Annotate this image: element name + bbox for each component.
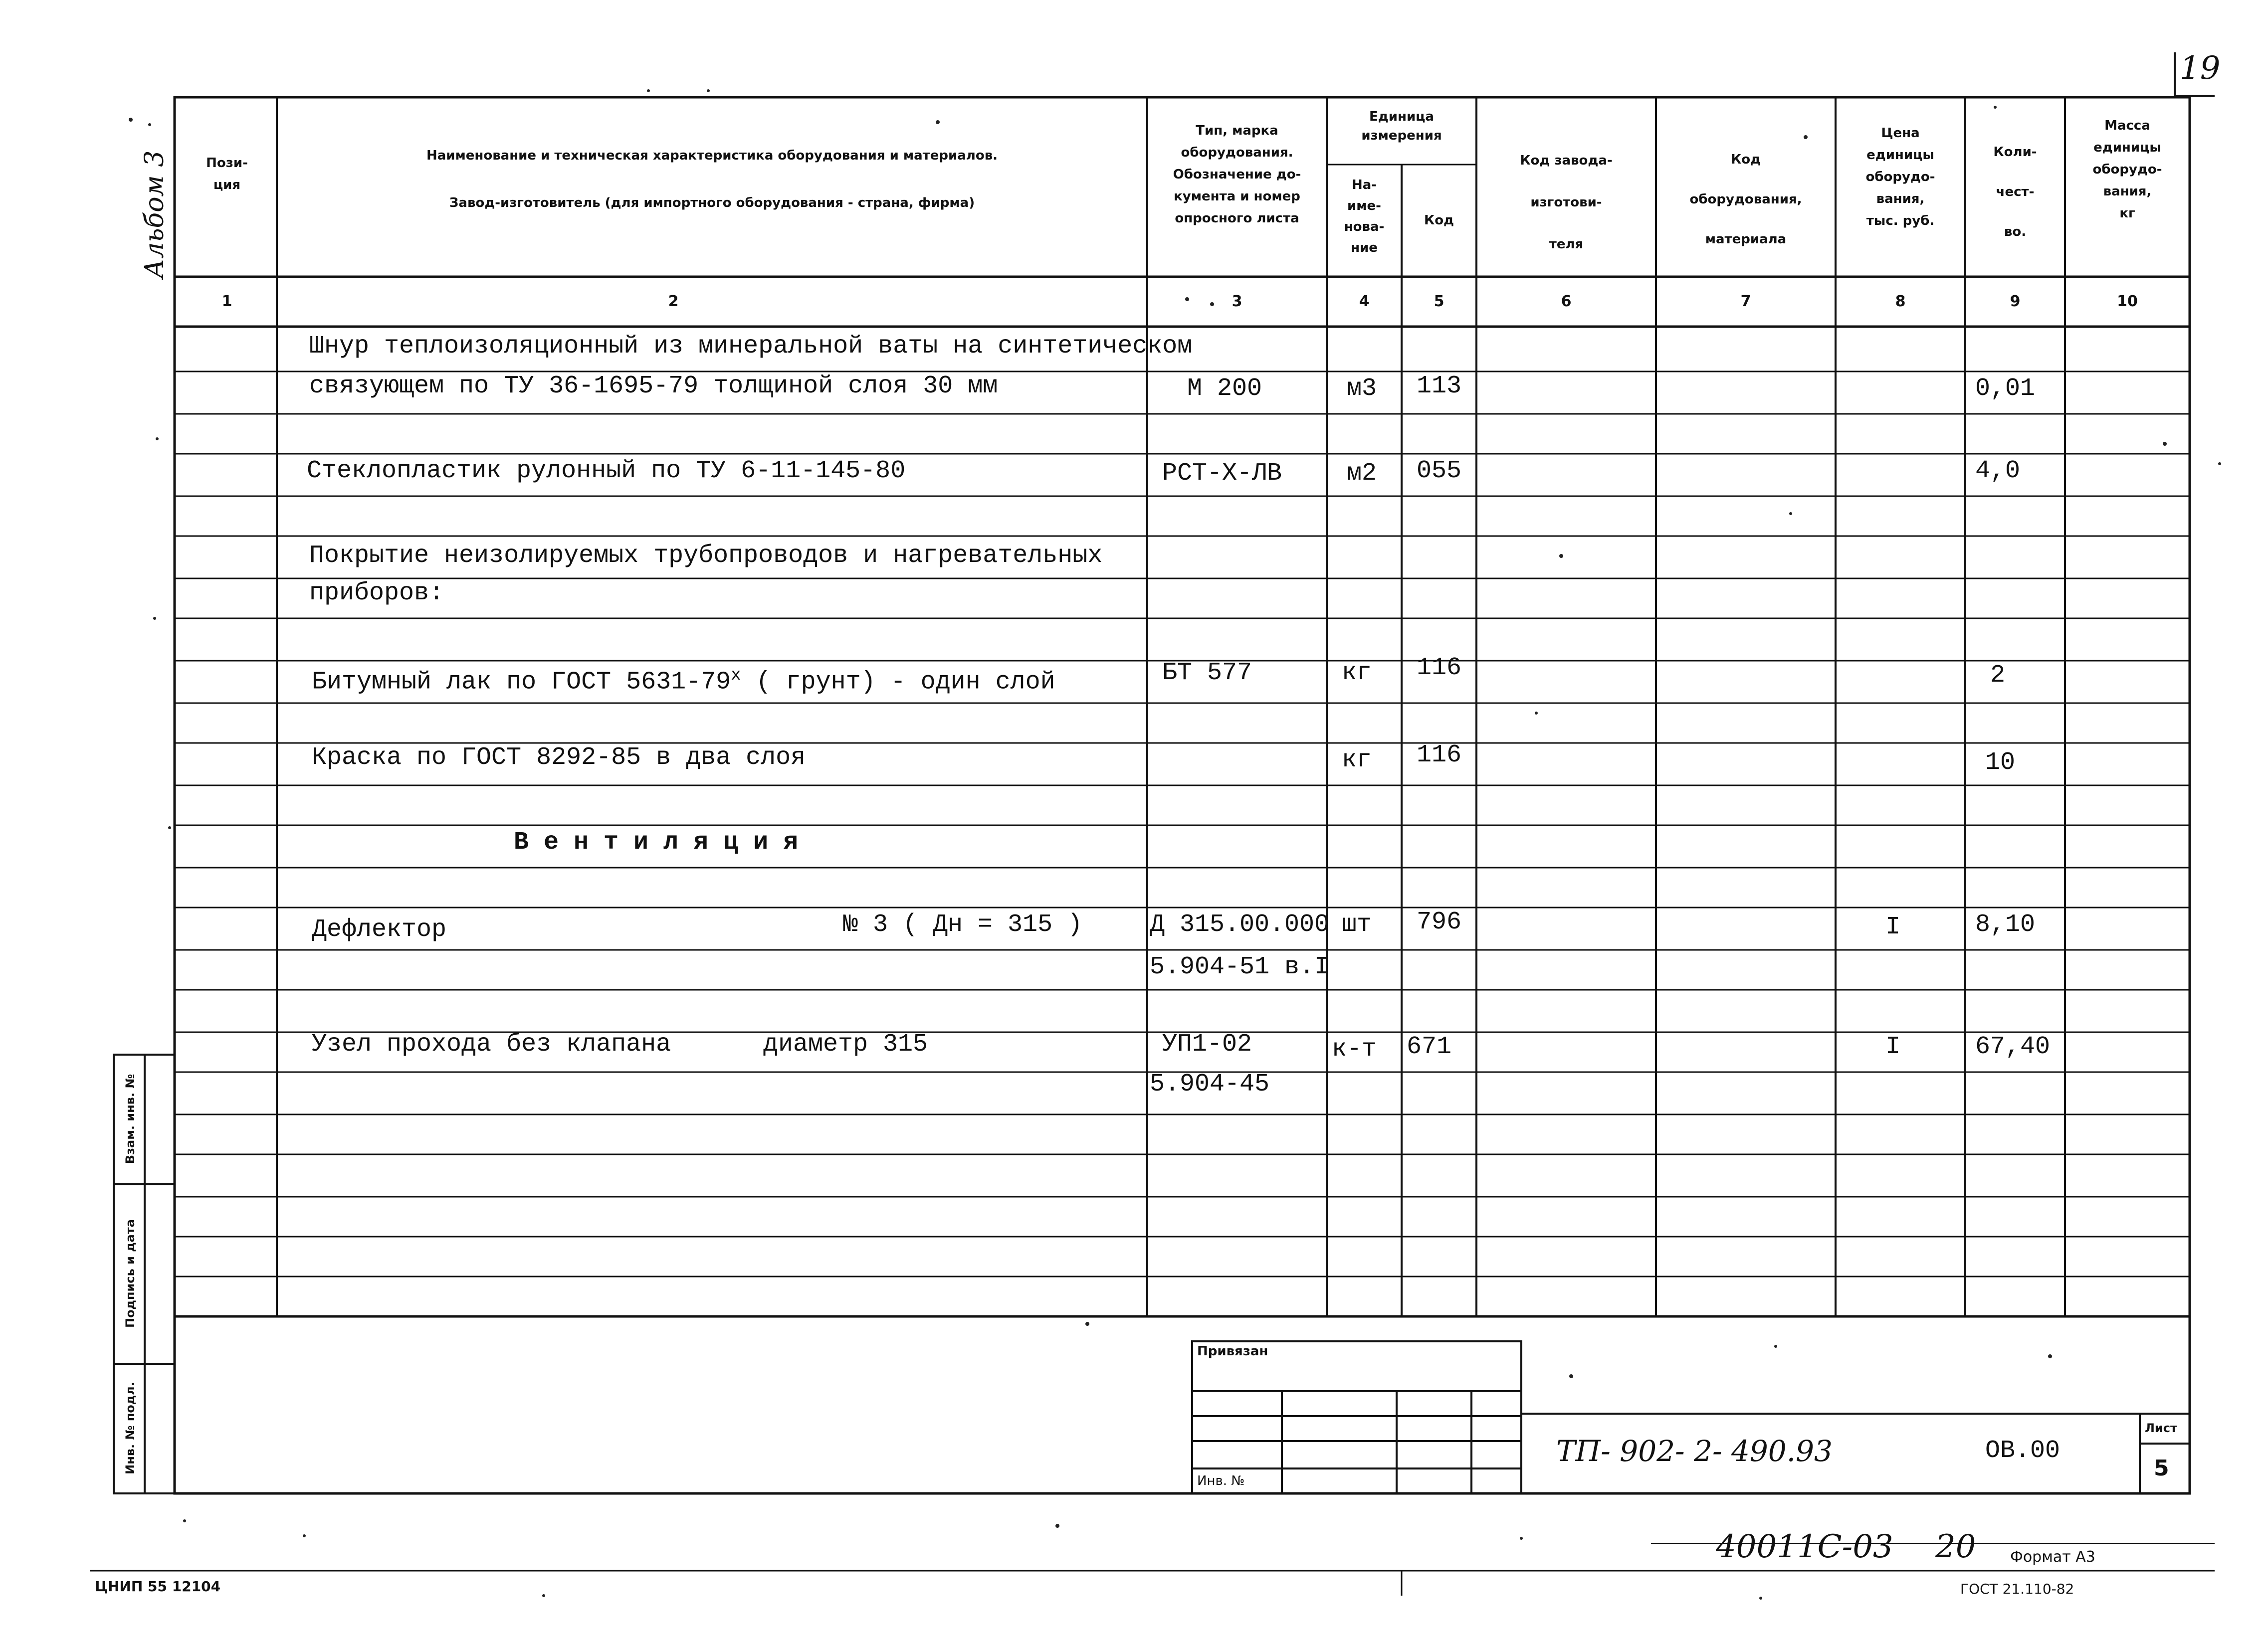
col-number-6: 6 (1561, 293, 1572, 310)
header-unit-group: Единица измерения (1361, 109, 1442, 143)
row-11-name: Узел прохода без клапана (312, 1030, 671, 1059)
row-6-superscript: х (731, 666, 741, 685)
row-1-name: Шнур теплоизоляционный из минеральной ваты на синтетическом (309, 332, 1193, 361)
header-unit-code: Код (1424, 213, 1454, 228)
header-price: Цена единицы оборудо- вания, тыс. руб. (1865, 126, 1935, 228)
row-7-qty: 10 (1985, 748, 2016, 777)
row-3-name: Стеклопластик рулонный по ТУ 6-11-145-80 (307, 457, 906, 485)
row-5-name: приборов: (309, 579, 444, 607)
row-6-unit: кг (1342, 659, 1372, 687)
row-9-unit: шт (1342, 911, 1372, 939)
section-code: ОВ.00 (1985, 1437, 2061, 1465)
archive-number: 40011С-03 (1716, 1528, 1893, 1565)
row-9-qty: 8,10 (1975, 911, 2036, 939)
page-number: 19 (2180, 50, 2221, 87)
album-label: Альбом 3 (140, 150, 170, 279)
cniip-label: ЦНИП 55 12104 (95, 1578, 221, 1595)
col-number-7: 7 (1740, 293, 1751, 310)
col-number-2: 2 (668, 293, 679, 310)
header-type: Тип, марка оборудования. Обозначение до- кумента и номер опросного листа (1173, 123, 1301, 226)
row-6-code: 116 (1417, 654, 1462, 682)
row-2-unit: м3 (1347, 374, 1377, 403)
row-2-type: М 200 (1187, 374, 1262, 403)
row-3-type: РСТ-Х-ЛВ (1162, 459, 1282, 488)
header-factory-code: Код завода- изготови- теля (1520, 153, 1613, 252)
row-2-name: связующем по ТУ 36-1695-79 толщиной слоя 30 мм (309, 372, 998, 400)
stamp-signature-date: Подпись и дата (123, 1219, 137, 1328)
sheet-label: Лист (2145, 1421, 2177, 1435)
row-2-code: 113 (1417, 372, 1462, 400)
row-9-type: Д 315.00.000 (1150, 911, 1330, 939)
col-number-10: 10 (2117, 293, 2138, 310)
col-number-4: 4 (1359, 293, 1370, 310)
row-7-name: Краска по ГОСТ 8292-85 в два слоя (312, 743, 806, 772)
row-2-qty: 0,01 (1975, 374, 2036, 403)
sheet-number: 5 (2154, 1456, 2169, 1481)
privyazan-label: Привязан (1197, 1344, 1268, 1359)
row-7-code: 116 (1417, 741, 1462, 769)
row-10-type: 5.904-51 в.I (1150, 953, 1330, 981)
row-11-type: УП1-02 (1162, 1030, 1252, 1059)
gost-label: ГОСТ 21.110-82 (1960, 1581, 2074, 1597)
format-label: Формат А3 (2010, 1548, 2095, 1566)
section-ventilation: В е н т и л я ц и я (514, 828, 799, 857)
header-quantity: Коли- чест- во. (1993, 145, 2037, 239)
row-6-name-main: Битумный лак по ГОСТ 5631-79 (312, 668, 731, 697)
row-7-unit: кг (1342, 746, 1372, 774)
header-equipment-code: Код оборудования, материала (1689, 152, 1802, 247)
stamp-original-inv: Инв. № подл. (123, 1382, 137, 1474)
stamp-replaced-inv: Взам. инв. № (123, 1074, 137, 1164)
row-9-price: I (1885, 913, 1901, 941)
row-3-qty: 4,0 (1975, 457, 2021, 485)
row-6-name (312, 661, 1055, 698)
row-3-code: 055 (1417, 457, 1462, 485)
row-11-price: I (1885, 1033, 1901, 1061)
row-11-code: 671 (1407, 1033, 1452, 1061)
header-position: Пози- ция (206, 156, 248, 192)
row-9-code: 796 (1417, 908, 1462, 936)
header-unit-name: На- име- нова- ние (1344, 178, 1385, 255)
col-number-1: 1 (221, 293, 232, 310)
row-4-name: Покрытие неизолируемых трубопроводов и нагревательных (309, 542, 1103, 570)
doc-code (1556, 1436, 1833, 1470)
row-3-unit: м2 (1347, 459, 1377, 488)
row-9-name: Дефлектор (312, 916, 447, 944)
row-11-qty: 67,40 (1975, 1033, 2051, 1061)
row-6-name-tail: ( грунт) - один слой (756, 668, 1055, 697)
row-6-qty: 2 (1990, 661, 2006, 690)
row-6-type: БТ 577 (1162, 659, 1252, 687)
inv-label: Инв. № (1197, 1473, 1245, 1488)
page-copy-number: 20 (1935, 1528, 1976, 1565)
col-number-3: 3 (1232, 293, 1242, 310)
col-number-8: 8 (1895, 293, 1906, 310)
doc-code-text: ТП- 902- 2- 490.93 (1556, 1434, 1833, 1468)
row-11-spec: диаметр 315 (763, 1030, 928, 1059)
header-mass: Масса единицы оборудо- вания, кг (2092, 118, 2162, 221)
header-name-line2: Завод-изготовитель (для импортного оборудования - страна, фирма) (449, 195, 975, 210)
col-number-5: 5 (1434, 293, 1444, 310)
row-11-unit: к-т (1332, 1035, 1377, 1064)
header-name-line1: Наименование и техническая характеристика оборудования и материалов. (426, 148, 998, 163)
row-12-type: 5.904-45 (1150, 1070, 1270, 1099)
row-9-spec: № 3 ( Дн = 315 ) (843, 911, 1083, 939)
col-number-9: 9 (2010, 293, 2021, 310)
